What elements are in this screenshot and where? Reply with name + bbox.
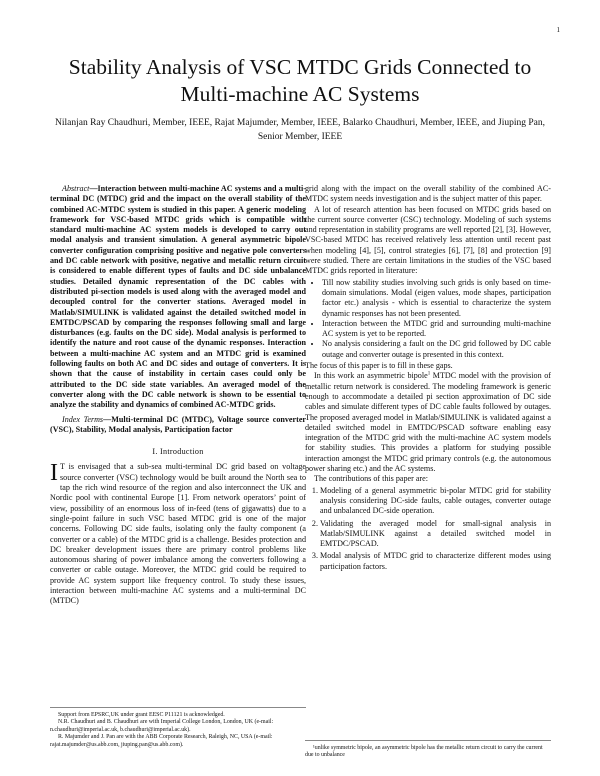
left-column xyxy=(50,184,306,607)
right-paragraph-4-rest: MTDC model with the provision of metallic return network is considered. The modeling framework is generic enough to accommodate a detailed pi section approximation of DC side cables and simulate different types of DC cable faults followed by outages. The proposed averaged model in Matlab/SIMULINK is validated against a detailed switched model in EMTDC/PSCAD software enabling easy integration of the MTDC grid with the multi-machine AC system models for stability studies. This provides a platform for studying possible interaction amongst the MTDC grid primary controls (e.g. the autonomous power sharing etc.) and the AC systems. xyxy=(305,371,551,474)
right-column xyxy=(305,184,551,574)
footnote-funding: Support from EPSRC,UK under grant EESC P11121 is acknowledged. xyxy=(58,712,225,718)
dropcap: I xyxy=(50,460,58,487)
abstract-text: —Interaction between multi-machine AC systems and a multi-terminal DC (MTDC) grid and the impact on the overall stability of the combined AC-MTDC system is studied in this paper. A generic modeling framework for VSC-based MTDC grids which is compatible with standard multi-machine AC system models is developed to carry out modal analysis and transient simulation. A general asymmetric bipole converter configuration comprising positive and negative pole converters and DC cable network with positive, negative and metallic return circuit is considered to enable different types of faults and DC side unbalance studies. Detailed dynamic representation of the DC cables with distributed pi-section models is used along with the averaged model and decoupled control for the converter stations. Averaged model in Matlab/SIMULINK is validated against the detailed switched model in EMTDC/PSCAD by comparing the responses following small and large disturbances (e.g. faults on the DC side). Modal analysis is performed to identify the nature and root cause of the dynamic responses. Interaction between a multi-machine AC system and an MTDC grid is examined following faults on both AC and DC sides and outage of converters. It is shown that the cause of instability in certain cases could only be attributed to the DC side state variables. An averaged model of the converter along with the DC cable network is shown to be essential to analyze the stability and dynamics of combined AC-MTDC grids. xyxy=(50,184,306,410)
index-terms xyxy=(50,415,306,436)
footnote-affiliation-imperial: N.R. Chaudhuri and B. Chaudhuri are with Imperial College London, London, UK (e-mail: n.chaudhuri@imperial.ac.uk, b.chaudhuri@imperial.ac.uk). xyxy=(50,719,274,733)
footnote-affiliation-abb: R. Majumder and J. Pan are with the ABB Corporate Research, Raleigh, NC, USA (e-mail: rajat.majumder@us.abb.com, jiuping.pan@us.abb.com). xyxy=(50,734,273,748)
list-item: • No analysis considering a fault on the DC grid followed by DC cable outage and converter outage is presented in this context. xyxy=(322,339,551,360)
author-list: Nilanjan Ray Chaudhuri, Member, IEEE, Rajat Majumder, Member, IEEE, Balarko Chaudhuri, Member, IEEE, and Jiuping Pan, Senior Member, IEEE xyxy=(55,118,545,142)
abstract-lead: Abstract xyxy=(62,184,90,193)
intro-text: T is envisaged that a sub-sea multi-terminal DC grid based on voltage source converter (VSC) technology would be built around the North sea to tap the rich wind resource of the region and also interconnect the UK and Nordic pool with continental Europe [1]. From network operators’ point of view, possibility of an enormous loss of in-feed (tens of gigawatts) due to a single-point failure in such VSC based MTDC grid is one of the major concerns. Following DC side faults, isolating only the faulty component (a converter or a cable) of the MTDC grid is a challenge. Besides protection and DC breaker development issues there are primary control problems like autonomous sharing of power imbalance among the converters following a converter or cable outage. Moreover, the MTDC grid could be required to provide AC system support like frequency control. To study these issues, interaction between multi-machine AC systems and a multi-terminal DC (MTDC) xyxy=(50,462,306,606)
index-terms-lead: Index Terms xyxy=(62,414,104,424)
section-heading-introduction: I. Introduction xyxy=(152,447,204,457)
paper-title: Stability Analysis of VSC MTDC Grids Connected to Multi-machine AC Systems xyxy=(68,55,532,106)
footnote-marker: 1 xyxy=(427,371,431,377)
page-number: 1 xyxy=(556,26,560,34)
limitations-list xyxy=(305,278,551,360)
list-item: • Till now stability studies involving such grids is only based on time-domain simulations. Modal (eigen values, mode shapes, participation factor etc.) analysis - which is essential to characterize the system dynamic responses has not been presented. xyxy=(322,278,551,319)
list-item: 1. Modeling of a general asymmetric bi-polar MTDC grid for stability analysis considering DC-side faults, cable outages, converter outage and unbalanced DC-side operation. xyxy=(320,486,551,517)
index-terms-text: —Multi-terminal DC (MTDC), Voltage source converter (VSC), Stability, Modal analysis, Participation factor xyxy=(50,414,307,434)
right-paragraph-4-start: In this work an asymmetric bipole xyxy=(314,371,428,381)
footnote-bipole: ¹unlike symmetric bipole, an asymmetric bipole has the metallic return circuit to carry the current due to unbalance xyxy=(305,745,543,759)
right-paragraph-2: A lot of research attention has been focused on MTDC grids based on the current source converter (CSC) technology. Modeling of such systems and representation in stability programs are well reported [2], [3]. However, VSC-based MTDC has received relatively less attention until recent past when modeling [4], [5], control strategies [6], [7], [8] and protection [9] were studied. There are certain limitations in the studies of the VSC based MTDC grids reported in literature: xyxy=(305,204,551,276)
list-item: • Interaction between the MTDC grid and surrounding multi-machine AC system is yet to be reported. xyxy=(322,319,551,340)
right-paragraph-5: The contributions of this paper are: xyxy=(314,474,428,484)
contributions-list xyxy=(305,486,551,572)
footnotes-left xyxy=(50,707,306,749)
right-paragraph-3: The focus of this paper is to fill in these gaps. xyxy=(305,361,453,371)
list-item: 2. Validating the averaged model for small-signal analysis in Matlab/SIMULINK against a detailed switched model in EMTDC/PSCAD. xyxy=(320,519,551,550)
footnote-right xyxy=(305,740,551,760)
right-paragraph-4 xyxy=(305,371,551,474)
right-paragraph-1: grid along with the impact on the overall stability of the combined AC-MTDC system needs investigation and is the subject matter of this paper. xyxy=(305,184,551,204)
abstract xyxy=(50,184,306,411)
list-item: 3. Modal analysis of MTDC grid to characterize different modes using participation factors. xyxy=(320,551,551,572)
intro-paragraph xyxy=(50,462,306,606)
